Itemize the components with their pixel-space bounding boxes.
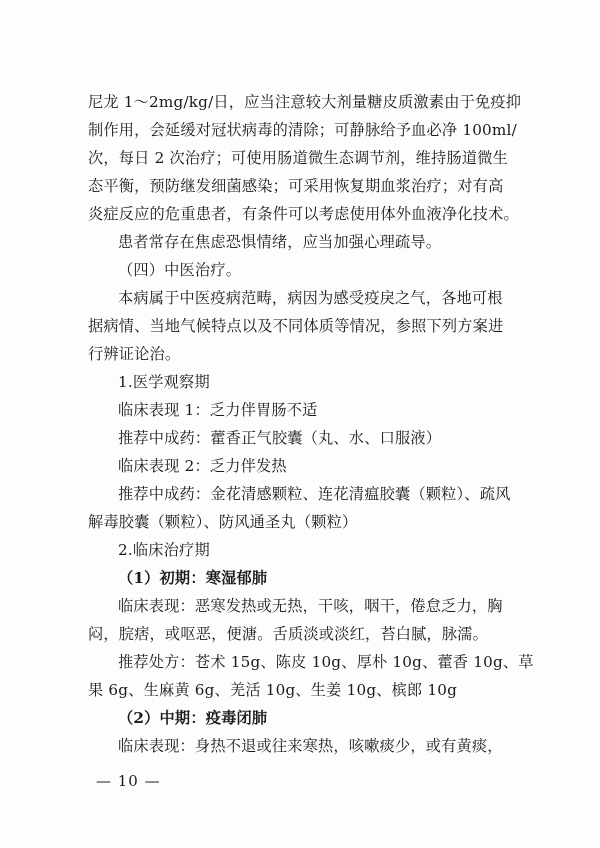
paragraph-line: 临床表现：恶寒发热或无热，干咳，咽干，倦怠乏力，胸	[118, 597, 503, 615]
body-line: 炎症反应的危重患者，有条件可以考虑使用体外血液净化技术。	[88, 205, 519, 223]
body-line: 尼龙 1～2mg/kg/日，应当注意较大剂量糖皮质激素由于免疫抑	[88, 93, 522, 111]
page-number: — 10 —	[96, 772, 161, 790]
paragraph-line: 患者常存在焦虑恐惧情绪，应当加强心理疏导。	[118, 233, 442, 251]
body-line: 制作用，会延缓对冠状病毒的清除；可静脉给予血必净 100ml/	[88, 121, 517, 139]
paragraph-line: 推荐中成药：金花清感颗粒、连花清瘟胶囊（颗粒）、疏风	[118, 485, 511, 503]
paragraph-line: 临床表现 1：乏力伴胃肠不适	[118, 401, 318, 419]
paragraph-line: 推荐中成药：藿香正气胶囊（丸、水、口服液）	[118, 429, 442, 447]
paragraph-line: 推荐处方：苍术 15g、陈皮 10g、厚朴 10g、藿香 10g、草	[118, 653, 534, 671]
body-line: 行辨证论治。	[88, 345, 181, 363]
paragraph-line: 临床表现：身热不退或往来寒热，咳嗽痰少，或有黄痰，	[118, 737, 503, 755]
subsection-heading: 1.医学观察期	[118, 373, 210, 391]
paragraph-line: 临床表现 2：乏力伴发热	[118, 457, 287, 475]
subsection-heading: 2.临床治疗期	[118, 541, 210, 559]
body-line: 果 6g、生麻黄 6g、羌活 10g、生姜 10g、槟郎 10g	[88, 681, 458, 699]
body-line: 闷，脘痞，或呕恶，便溏。舌质淡或淡红，苔白腻，脉濡。	[88, 625, 489, 643]
body-line: 次，每日 2 次治疗；可使用肠道微生态调节剂，维持肠道微生	[88, 149, 508, 167]
body-line: 解毒胶囊（颗粒）、防风通圣丸（颗粒）	[88, 513, 358, 531]
stage-heading: （1）初期：寒湿郁肺	[118, 569, 268, 587]
body-line: 据病情、当地气候特点以及不同体质等情况，参照下列方案进	[88, 317, 504, 335]
body-line: 态平衡，预防继发细菌感染；可采用恢复期血浆治疗；对有高	[88, 177, 504, 195]
paragraph-line: 本病属于中医疫病范畴，病因为感受疫戾之气，各地可根	[118, 289, 503, 307]
stage-heading: （2）中期：疫毒闭肺	[118, 709, 268, 727]
section-heading: （四）中医治疗。	[118, 261, 242, 279]
